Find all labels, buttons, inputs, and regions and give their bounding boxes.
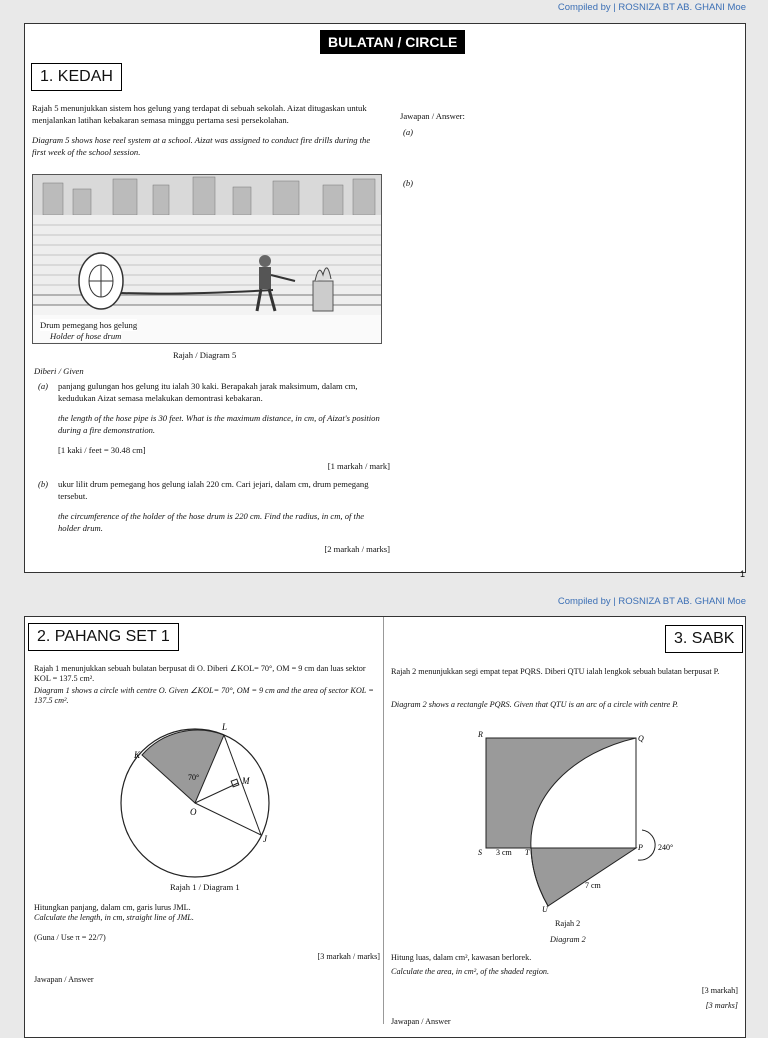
answer-b-label: (b) [403, 178, 414, 188]
kedah-intro-english: Diagram 5 shows hose reel system at a school. Aizat was assigned to conduct fire drills during the first week of the school session. [32, 135, 371, 157]
q3-task-malay: Hitung luas, dalam cm², kawasan berlorek. [391, 953, 532, 962]
question-a-conversion: [1 kaki / feet = 30.48 cm] [58, 445, 146, 455]
question-a-label: (a) [38, 381, 49, 391]
circle-diagram [120, 718, 290, 878]
q2-marks: [3 markah / marks] [317, 952, 380, 961]
column-divider [383, 617, 384, 1024]
diagram-label-malay: Drum pemegang hos gelung [40, 320, 138, 330]
q3-text-english: Diagram 2 shows a rectangle PQRS. Given that QTU is an arc of a circle with centre P. [391, 700, 679, 709]
q3-caption-english: Diagram 2 [550, 935, 586, 944]
label-r: R [478, 730, 483, 739]
label-angle: 70° [188, 773, 200, 782]
label-j: J [263, 834, 267, 844]
question-b-label: (b) [38, 479, 49, 489]
diagram-5-caption: Rajah / Diagram 5 [173, 350, 237, 360]
section-title-pahang: 2. PAHANG SET 1 [28, 623, 179, 651]
answer-label: Jawapan / Answer: [400, 111, 465, 121]
diagram-label-english: Holder of hose drum [50, 331, 122, 341]
label-s: S [478, 848, 482, 857]
compiled-by-header-2: Compiled by | ROSNIZA BT AB. GHANI Moe [557, 596, 746, 607]
page-banner: BULATAN / CIRCLE [320, 30, 465, 54]
label-m: M [242, 776, 250, 786]
label-o: O [190, 807, 197, 817]
q2-task-english: Calculate the length, in cm, straight line of JML. [34, 913, 194, 922]
question-a-english: the length of the hose pipe is 30 feet. What is the maximum distance, in cm, of Aizat's position during a fire demonstration. [58, 413, 380, 435]
question-b-english: the circumference of the holder of the hose drum is 220 cm. Find the radius, in cm, of the holder drum. [58, 511, 365, 533]
kedah-intro-malay: Rajah 5 menunjukkan sistem hos gelung yang terdapat di sebuah sekolah. Aizat ditugaskan untuk menjalankan latihan kebakaran semasa minggu pertama sesi persekolahan. [32, 103, 367, 125]
q3-text-malay: Rajah 2 menunjukkan segi empat tepat PQRS. Diberi QTU ialah lengkok sebuah bulatan berpusat P. [391, 667, 720, 676]
given-label: Diberi / Given [34, 366, 84, 376]
q2-text-english: Diagram 1 shows a circle with centre O. Given ∠KOL= 70°, OM = 9 cm and the area of sector KOL = 137.5 cm². [34, 686, 374, 705]
question-b-malay: ukur lilit drum pemegang hos gelung ialah 220 cm. Cari jejari, dalam cm, drum pemegang tersebut. [58, 479, 369, 501]
label-q: Q [638, 734, 644, 743]
q2-caption: Rajah 1 / Diagram 1 [170, 882, 240, 892]
question-a-malay: panjang gulungan hos gelung itu ialah 30 kaki. Berapakah jarak maksimum, dalam cm, kedudukan Aizat semasa melakukan demontrasi kebakaran. [58, 381, 358, 403]
label-tu-length: 7 cm [585, 881, 601, 890]
label-p: P [638, 843, 643, 852]
label-t: T [525, 848, 530, 857]
page-number: 1 [740, 569, 746, 579]
shaded-region-bottom [531, 848, 636, 906]
q3-caption-malay: Rajah 2 [555, 919, 581, 928]
section-title-sabk: 3. SABK [665, 625, 743, 653]
q2-answer-label: Jawapan / Answer [34, 975, 94, 984]
q3-answer-label: Jawapan / Answer [391, 1017, 451, 1026]
q3-marks-english: [3 marks] [705, 1001, 738, 1010]
label-angle-240: 240° [658, 843, 674, 852]
section-title-kedah: 1. KEDAH [31, 63, 122, 91]
hose-reel-illustration [33, 175, 381, 343]
q3-task-english: Calculate the area, in cm², of the shaded region. [391, 967, 550, 976]
label-u: U [542, 905, 548, 914]
q2-task-malay: Hitungkan panjang, dalam cm, garis lurus JML. [34, 903, 191, 912]
label-l: L [222, 722, 228, 732]
rectangle-diagram [470, 728, 690, 918]
question-b-marks: [2 markah / marks] [324, 544, 390, 554]
label-k: K [134, 750, 141, 760]
compiled-by-header: Compiled by | ROSNIZA BT AB. GHANI Moe [557, 2, 746, 13]
q2-pi-note: (Guna / Use π = 22/7) [34, 933, 106, 942]
q2-text-malay: Rajah 1 menunjukkan sebuah bulatan berpusat di O. Diberi ∠KOL= 70°, OM = 9 cm dan luas sektor KOL = 137.5 cm². [34, 664, 366, 683]
q3-marks-malay: [3 markah] [701, 986, 738, 995]
answer-a-label: (a) [403, 127, 414, 137]
question-a-marks: [1 markah / mark] [327, 461, 390, 471]
label-st-length: 3 cm [496, 848, 512, 857]
